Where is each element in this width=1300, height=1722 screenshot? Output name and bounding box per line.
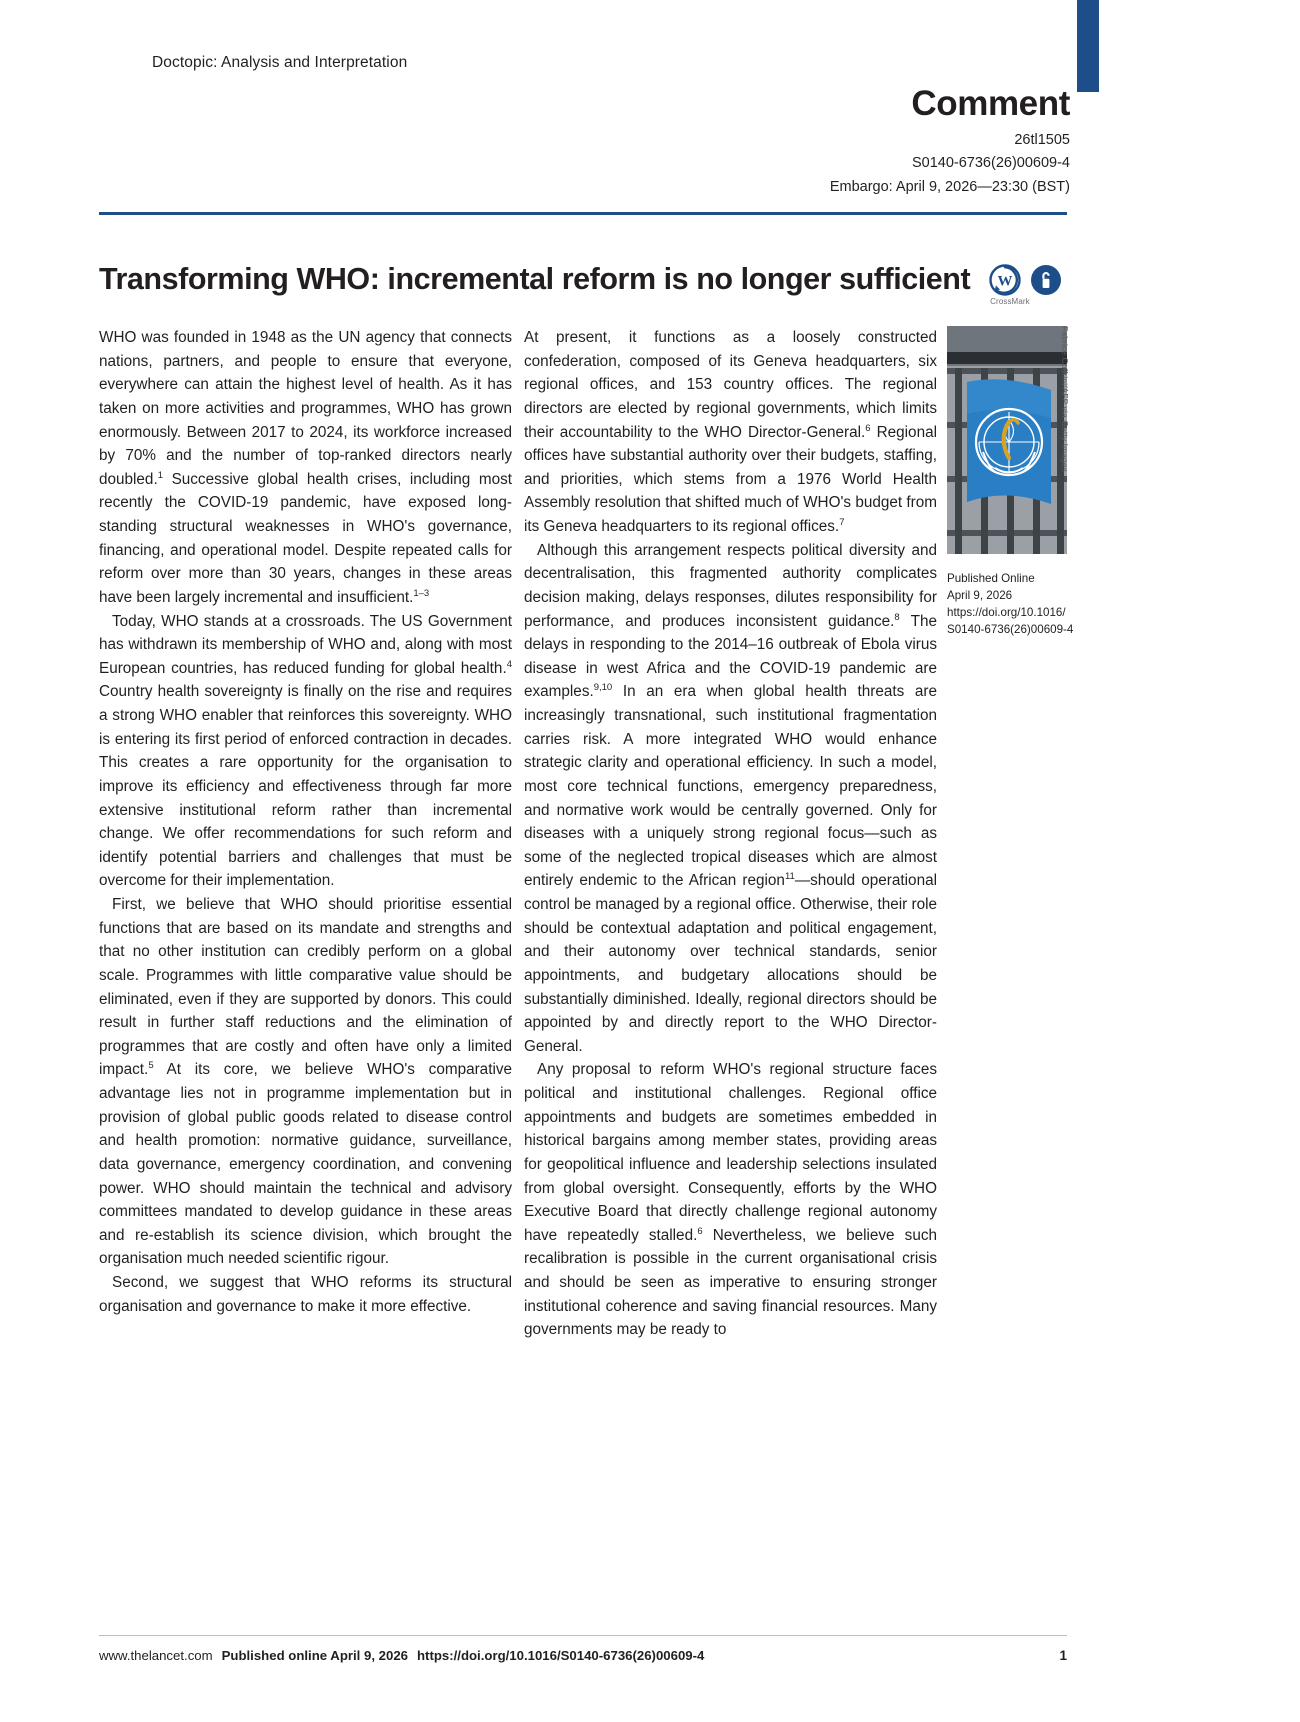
title-row: [99, 262, 1067, 306]
body-column-right: [524, 326, 937, 1342]
reference-marker[interactable]: 8: [894, 611, 900, 623]
body-paragraph: First, we believe that WHO should prioritise essential functions that are based on its mandate and strengths and that no other institution can credibly perform on a global scale. Programmes with little comparative value should be eliminated, even if they are supported by donors. This could result in further staff reductions and the elimination of programmes that are costly and often have only a limited impact.$^5$ At its core, we believe WHO's comparative advantage lies not in programme implementation but in provision of global public goods related to disease control and health promotion: normative guidance, surveillance, data governance, emergency coordination, and convening power. WHO should maintain the technical and advisory committees mandated to develop guidance in these areas and re-establish its science division, which brought the organisation much needed scientific rigour.: [99, 896, 512, 1268]
body-column-left: [99, 326, 512, 1318]
sidebar-doi-line-1[interactable]: https://doi.org/10.1016/: [947, 606, 1066, 620]
section-label: Comment: [911, 84, 1070, 123]
figure-block: [947, 326, 1067, 554]
title-badges: [988, 263, 1063, 306]
footer-doi[interactable]: https://doi.org/10.1016/S0140-6736(26)00609-4: [417, 1648, 705, 1663]
page-footer: [99, 1648, 1067, 1663]
svg-text:W: W: [997, 273, 1013, 289]
open-access-icon[interactable]: [1029, 263, 1063, 297]
page-title: Transforming WHO: incremental reform is no longer sufficient: [99, 262, 971, 296]
footer-published: Published online April 9, 2026: [221, 1648, 408, 1663]
accent-corner-bar: [1077, 0, 1099, 92]
reference-marker[interactable]: 7: [839, 516, 845, 528]
reference-marker[interactable]: 9,10: [593, 682, 613, 694]
pii-code: S0140-6736(26)00609-4: [911, 155, 1070, 172]
who-flag-photo: [947, 326, 1067, 554]
crossmark-icon[interactable]: [988, 263, 1022, 297]
manuscript-id: 26tl1505: [1014, 131, 1070, 148]
footer-website[interactable]: www.thelancet.com: [99, 1648, 213, 1663]
body-paragraph: Second, we suggest that WHO reforms its structural organisation and governance to make it more effective.: [99, 1274, 512, 1315]
footer-divider: [99, 1635, 1067, 1636]
body-paragraph: Today, WHO stands at a crossroads. The US Government has withdrawn its membership of WHO and, along with most European countries, has reduced funding for global health.$^4$ Country health sovereignty is finally on the rise and requires a strong WHO enabler that reinforces this sovereignty. WHO is entering its first period of enforced contraction in decades. This creates a rare opportunity for the organisation to improve its efficiency and effectiveness through far more extensive institutional reform rather than incremental change. We offer recommendations for such reform and identify potential barriers and challenges that must be overcome for their implementation.: [99, 612, 512, 890]
running-head: Doctopic: Analysis and Interpretation: [152, 54, 408, 71]
reference-marker[interactable]: 6: [865, 422, 871, 434]
published-online-label: Published Online: [947, 572, 1035, 585]
reference-marker[interactable]: 11: [784, 871, 795, 883]
published-online-date: April 9, 2026: [947, 589, 1013, 603]
crossmark-label: CrossMark: [990, 296, 1030, 306]
header-divider: [99, 212, 1067, 215]
header-meta-block: [430, 86, 1070, 199]
sidebar-publication-meta: [947, 570, 1087, 638]
reference-marker[interactable]: 6: [697, 1225, 703, 1237]
photo-credit: Fabrice Coffrini/AFP via Getty Images: [1060, 326, 1070, 473]
page-number: 1: [1059, 1648, 1067, 1663]
body-paragraph: Any proposal to reform WHO's regional structure faces political and institutional challenges. Regional office appointments and budgets are sometimes embedded in historical bargains among member states, providing areas for geopolitical influence and leadership selections insulated from global oversight. Consequently, efforts by the WHO Executive Board that directly challenge regional autonomy have repeatedly stalled.$^6$ Nevertheless, we believe such recalibration is possible in the current organisational crisis and should be seen as imperative to ensuring stronger institutional coherence and saving financial resources. Many governments may be ready to: [524, 1061, 937, 1339]
body-paragraph: WHO was founded in 1948 as the UN agency that connects nations, partners, and people to ensure that everyone, everywhere can attain the highest level of health. As it has taken on more activities and programmes, WHO has grown enormously. Between 2017 to 2024, its workforce increased by 70% and the number of top-ranked directors nearly doubled.$^1$ Successive global health crises, including most recently the COVID-19 pandemic, have exposed long-standing structural weaknesses in WHO's governance, financing, and operational model. Despite repeated calls for reform over more than 30 years, changes in these areas have been largely incremental and insufficient.$^{1-3}$: [99, 329, 512, 606]
reference-marker[interactable]: 1: [157, 469, 163, 481]
body-paragraph: At present, it functions as a loosely constructed confederation, composed of its Geneva headquarters, six regional offices, and 153 country offices. The regional directors are elected by regional governments, which limits their accountability to the WHO Director-General.$^6$ Regional offices have substantial authority over their budgets, staffing, and priorities, which stems from a 1976 World Health Assembly resolution that shifted much of WHO's budget from its Geneva headquarters to its regional offices.$^7$: [524, 329, 937, 535]
reference-marker[interactable]: 5: [148, 1060, 154, 1072]
reference-marker[interactable]: 4: [506, 658, 512, 670]
embargo-notice: Embargo: April 9, 2026—23:30 (BST): [829, 178, 1070, 195]
sidebar-doi-line-2[interactable]: S0140-6736(26)00609-4: [947, 623, 1074, 637]
body-paragraph: Although this arrangement respects political diversity and decentralisation, this fragmented authority complicates decision making, delays responses, dilutes responsibility for performance, and produces inconsistent guidance.$^8$ The delays in responding to the 2014–16 outbreak of Ebola virus disease in west Africa and the COVID-19 pandemic are examples.$^{9,10}$ In an era when global health threats are increasingly transnational, such institutional fragmentation carries risk. A more integrated WHO would enhance strategic clarity and operational efficiency. In such a model, most core technical functions, emergency preparedness, and normative work would be centrally governed. Only for diseases with a uniquely strong regional focus—such as some of the neglected tropical diseases which are almost entirely endemic to the African region$^{11}$—should operational control be managed by a regional office. Otherwise, their role should be contextual adaptation and political engagement, and their autonomy over technical standards, senior appointments, and budgetary allocations should be substantially diminished. Ideally, regional directors should be appointed by and directly report to the WHO Director-General.: [524, 541, 937, 1055]
reference-marker[interactable]: 1–3: [413, 587, 430, 599]
